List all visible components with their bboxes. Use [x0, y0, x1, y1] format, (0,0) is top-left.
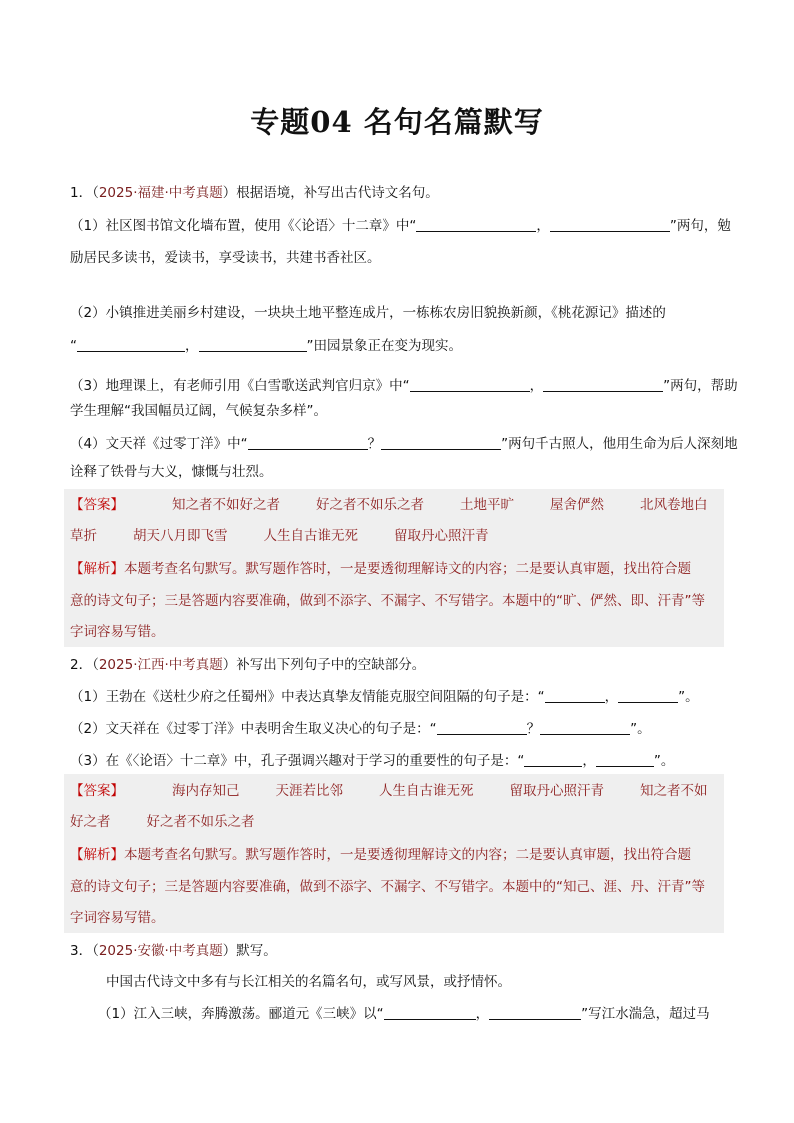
q2-header — [70, 655, 724, 675]
q2-answer-line-1 — [70, 781, 724, 801]
q2-item-2-text: （2）文天祥在《过零丁洋》中表明舍生取义决心的句子是：“ — [70, 721, 437, 737]
separator: ， — [582, 753, 596, 769]
q2-answer-line-2 — [70, 812, 724, 832]
separator: ， — [529, 378, 544, 394]
blank[interactable] — [596, 752, 654, 767]
q2-analysis-line-2: 意的诗文句子；三是答题内容要准确，做到不添字、不漏字、不写错字。本题中的“知己、涯、丹、汗青”等 — [70, 879, 705, 895]
q2-item-1-tail: ”。 — [678, 689, 699, 705]
q1-item-4-tail: ”两句千古照人，他用生命为后人深刻地 — [501, 436, 738, 452]
blank[interactable] — [248, 435, 368, 450]
q2-analysis-line-3: 字词容易写错。 — [70, 910, 165, 926]
q1-item-1 — [70, 216, 731, 236]
q3-header — [70, 941, 724, 961]
q1-item-1-cont: 励居民多读书，爱读书，享受读书，共建书香社区。 — [70, 250, 381, 266]
blank[interactable] — [618, 688, 678, 703]
blank[interactable] — [416, 217, 536, 232]
answer-item: 留取丹心照汗青 — [394, 528, 489, 544]
q1-source: 2025·福建·中考真题 — [98, 185, 223, 201]
q1-item-3-tail: ”两句，帮助 — [663, 378, 738, 394]
blank[interactable] — [540, 720, 630, 735]
separator: ？ — [526, 721, 541, 737]
q3-item-1 — [98, 1004, 724, 1024]
answer-item: 留取丹心照汗青 — [509, 783, 604, 799]
q2-instruction: ）补写出下列句子中的空缺部分。 — [222, 657, 426, 673]
analysis-tag: 【解析】 — [70, 847, 124, 863]
blank[interactable] — [437, 720, 527, 735]
answer-item: 草折 — [70, 528, 97, 544]
answer-item: 好之者 — [70, 814, 111, 830]
q1-answer-line-2 — [70, 526, 724, 546]
q1-item-2-cont — [70, 336, 724, 356]
q3-source: 2025·安徽·中考真题 — [98, 943, 223, 959]
answer-tag: 【答案】 — [70, 497, 124, 513]
answer-tag: 【答案】 — [70, 783, 124, 799]
answer-item: 好之者不如乐之者 — [146, 814, 255, 830]
blank[interactable] — [543, 377, 663, 392]
answer-item: 土地平旷 — [460, 497, 514, 513]
blank[interactable] — [381, 435, 501, 450]
analysis-text: 本题考查名句默写。默写题作答时，一是要透彻理解诗文的内容；二是要认真审题，找出符合题 — [124, 847, 691, 863]
q2-item-1 — [70, 687, 724, 707]
answer-item: 北风卷地白 — [640, 497, 708, 513]
answer-item: 胡天八月即飞雪 — [133, 528, 228, 544]
analysis-text: 本题考查名句默写。默写题作答时，一是要透彻理解诗文的内容；二是要认真审题，找出符合题 — [124, 561, 691, 577]
q1-item-4-text: （4）文天祥《过零丁洋》中“ — [70, 436, 248, 452]
q3-instruction: ）默写。 — [222, 943, 277, 959]
q1-item-3-cont: 学生理解“我国幅员辽阔，气候复杂多样”。 — [70, 403, 327, 419]
analysis-tag: 【解析】 — [70, 561, 124, 577]
q2-item-1-text: （1）王勃在《送杜少府之任蜀州》中表达真挚友情能克服空间阻隔的句子是：“ — [70, 689, 545, 705]
q1-header — [70, 183, 724, 203]
q2-number: 2．（ — [70, 657, 99, 673]
blank[interactable] — [384, 1005, 476, 1020]
answer-item: 天涯若比邻 — [275, 783, 343, 799]
separator: ， — [604, 689, 619, 705]
page-title: 专题04 名句名篇默写 — [250, 105, 544, 139]
blank[interactable] — [199, 337, 307, 352]
blank[interactable] — [489, 1005, 581, 1020]
q3-intro: 中国古代诗文中多有与长江相关的名篇名句，或写风景，或抒情怀。 — [106, 974, 511, 990]
q2-source: 2025·江西·中考真题 — [98, 657, 223, 673]
separator: ， — [536, 218, 550, 234]
q1-item-2-tail: ”田园景象正在变为现实。 — [306, 338, 462, 354]
q1-answer-line-1 — [70, 495, 724, 515]
q2-item-3 — [70, 751, 724, 771]
q1-item-4 — [70, 434, 738, 454]
blank[interactable] — [410, 377, 530, 392]
q3-number: 3．（ — [70, 943, 99, 959]
blank[interactable] — [77, 337, 185, 352]
q1-number: 1．（ — [70, 185, 99, 201]
q2-item-3-tail: ”。 — [653, 753, 675, 769]
q1-instruction: ）根据语境，补写出古代诗文名句。 — [222, 185, 439, 201]
answer-item: 好之者不如乐之者 — [316, 497, 424, 513]
q2-item-3-text: （3）在《〈论语〉十二章》中，孔子强调兴趣对于学习的重要性的句子是：“ — [70, 753, 525, 769]
answer-item: 海内存知己 — [172, 783, 240, 799]
answer-item: 人生自古谁无死 — [379, 783, 474, 799]
blank[interactable] — [524, 752, 582, 767]
q1-analysis-line-2: 意的诗文句子；三是答题内容要准确，做到不添字、不漏字、不写错字。本题中的“旷、俨然、即、汗青”等 — [70, 593, 705, 609]
q1-item-4-cont: 诠释了铁骨与大义，慷慨与壮烈。 — [70, 464, 273, 480]
answer-item: 知之者不如好之者 — [172, 497, 280, 513]
q1-item-1-text: （1）社区图书馆文化墙布置，使用《〈论语〉十二章》中“ — [70, 218, 417, 234]
quote-open: “ — [70, 338, 77, 354]
answer-item: 屋舍俨然 — [550, 497, 604, 513]
separator: ？ — [367, 436, 382, 452]
blank[interactable] — [550, 217, 670, 232]
q1-item-1-tail: ”两句，勉 — [669, 218, 731, 234]
q2-item-2-tail: ”。 — [630, 721, 651, 737]
answer-item: 人生自古谁无死 — [263, 528, 358, 544]
answer-item: 知之者不如 — [640, 783, 708, 799]
separator: ， — [475, 1006, 490, 1022]
q1-analysis-line-3: 字词容易写错。 — [70, 624, 165, 640]
q2-analysis-line-1 — [70, 845, 724, 865]
q3-item-1-tail: ”写江水湍急，超过马 — [581, 1006, 710, 1022]
q3-item-1-text: （1）江入三峡，奔腾激荡。郦道元《三峡》以“ — [98, 1006, 384, 1022]
blank[interactable] — [545, 688, 605, 703]
q1-analysis-line-1 — [70, 559, 724, 579]
q2-item-2 — [70, 719, 724, 739]
q1-item-3-text: （3）地理课上，有老师引用《白雪歌送武判官归京》中“ — [70, 378, 410, 394]
q1-item-2: （2）小镇推进美丽乡村建设，一块块土地平整连成片，一栋栋农房旧貌换新颜，《桃花源记》描述的 — [70, 305, 666, 321]
separator: ， — [185, 338, 199, 354]
q1-item-3 — [70, 376, 738, 396]
